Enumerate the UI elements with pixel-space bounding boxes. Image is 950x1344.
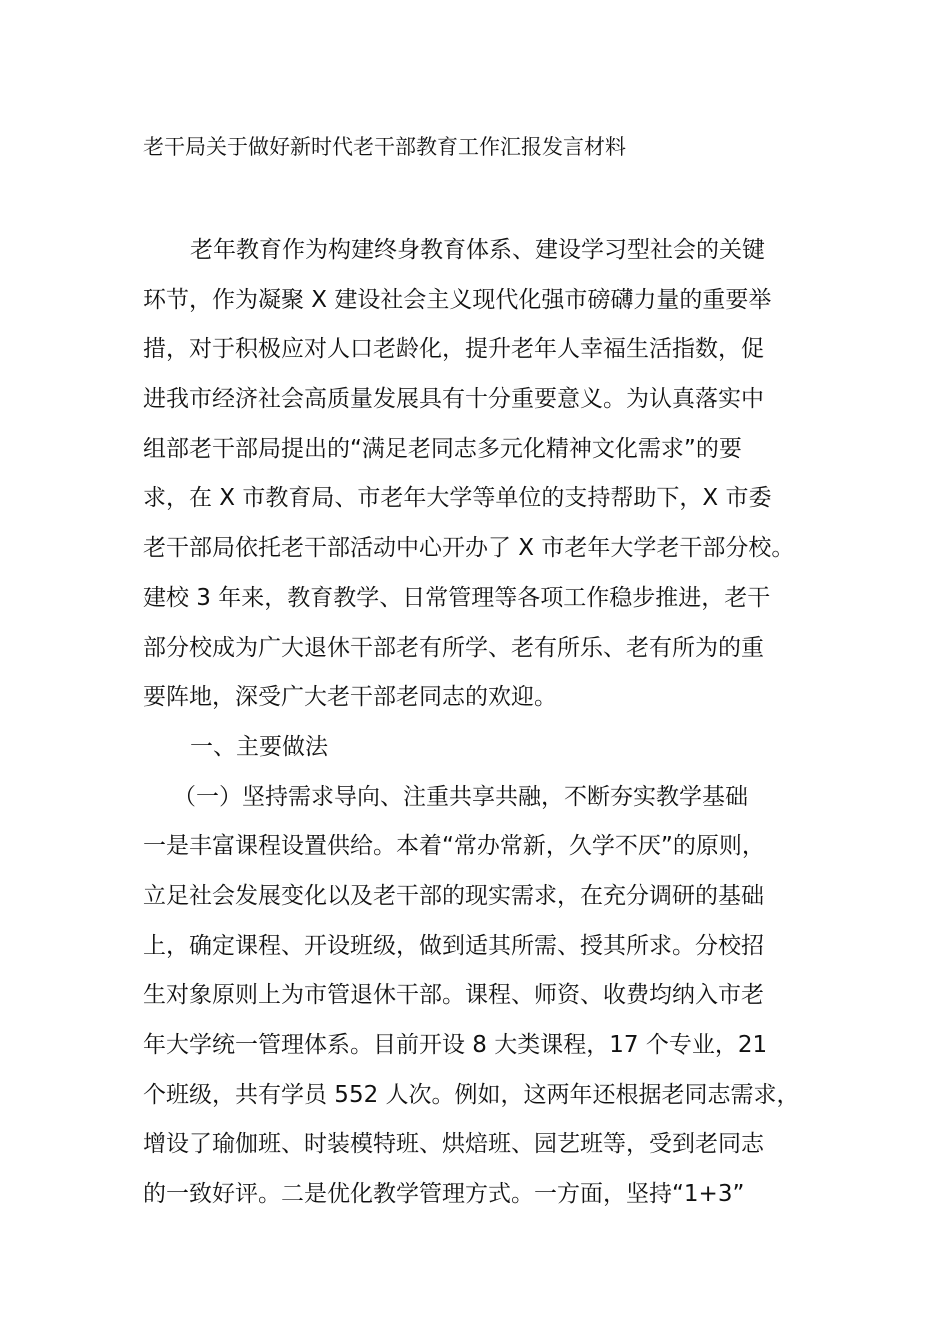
document-body: [143, 226, 811, 1220]
paragraph-line: 要阵地，深受广大老干部老同志的欢迎。: [143, 684, 557, 711]
paragraph-line: 进我市经济社会高质量发展具有十分重要意义。为认真落实中: [143, 386, 764, 413]
paragraph-line: 增设了瑜伽班、时装模特班、烘焙班、园艺班等，受到老同志: [143, 1131, 764, 1158]
paragraph-line: 上，确定课程、开设班级，做到适其所需、授其所求。分校招: [143, 932, 764, 959]
paragraph-line: 生对象原则上为市管退休干部。课程、师资、收费均纳入市老: [143, 982, 764, 1009]
paragraph-line: 立足社会发展变化以及老干部的现实需求，在充分调研的基础: [143, 882, 764, 909]
paragraph-line: 的一致好评。二是优化教学管理方式。一方面，坚持“1+3”: [143, 1181, 745, 1208]
paragraph-line: 年大学统一管理体系。目前开设 8 大类课程，17 个专业，21: [143, 1032, 768, 1058]
section-heading: 一、主要做法: [190, 733, 328, 760]
subsection-heading: （一）坚持需求导向、注重共享共融，不断夯实教学基础: [173, 783, 748, 810]
paragraph-line: 一是丰富课程设置供给。本着“常办常新，久学不厌”的原则，: [143, 833, 765, 860]
paragraph-line: 部分校成为广大退休干部老有所学、老有所乐、老有所为的重: [143, 634, 764, 661]
paragraph-line: 措，对于积极应对人口老龄化，提升老年人幸福生活指数，促: [143, 336, 764, 363]
paragraph-line: 环节，作为凝聚 X 建设社会主义现代化强市磅礴力量的重要举: [143, 286, 772, 313]
paragraph-line: 个班级，共有学员 552 人次。例如，这两年还根据老同志需求，: [143, 1081, 800, 1108]
paragraph-line: 老干部局依托老干部活动中心开办了 X 市老年大学老干部分校。: [143, 535, 795, 562]
paragraph-line: 求，在 X 市教育局、市老年大学等单位的支持帮助下，X 市委: [143, 485, 772, 512]
document-title: 老干局关于做好新时代老干部教育工作汇报发言材料: [143, 135, 626, 159]
paragraph-line: 建校 3 年来，教育教学、日常管理等各项工作稳步推进，老干: [143, 584, 771, 611]
paragraph-line: 组部老干部局提出的“满足老同志多元化精神文化需求”的要: [143, 435, 742, 462]
paragraph-line: 老年教育作为构建终身教育体系、建设学习型社会的关键: [190, 237, 765, 263]
